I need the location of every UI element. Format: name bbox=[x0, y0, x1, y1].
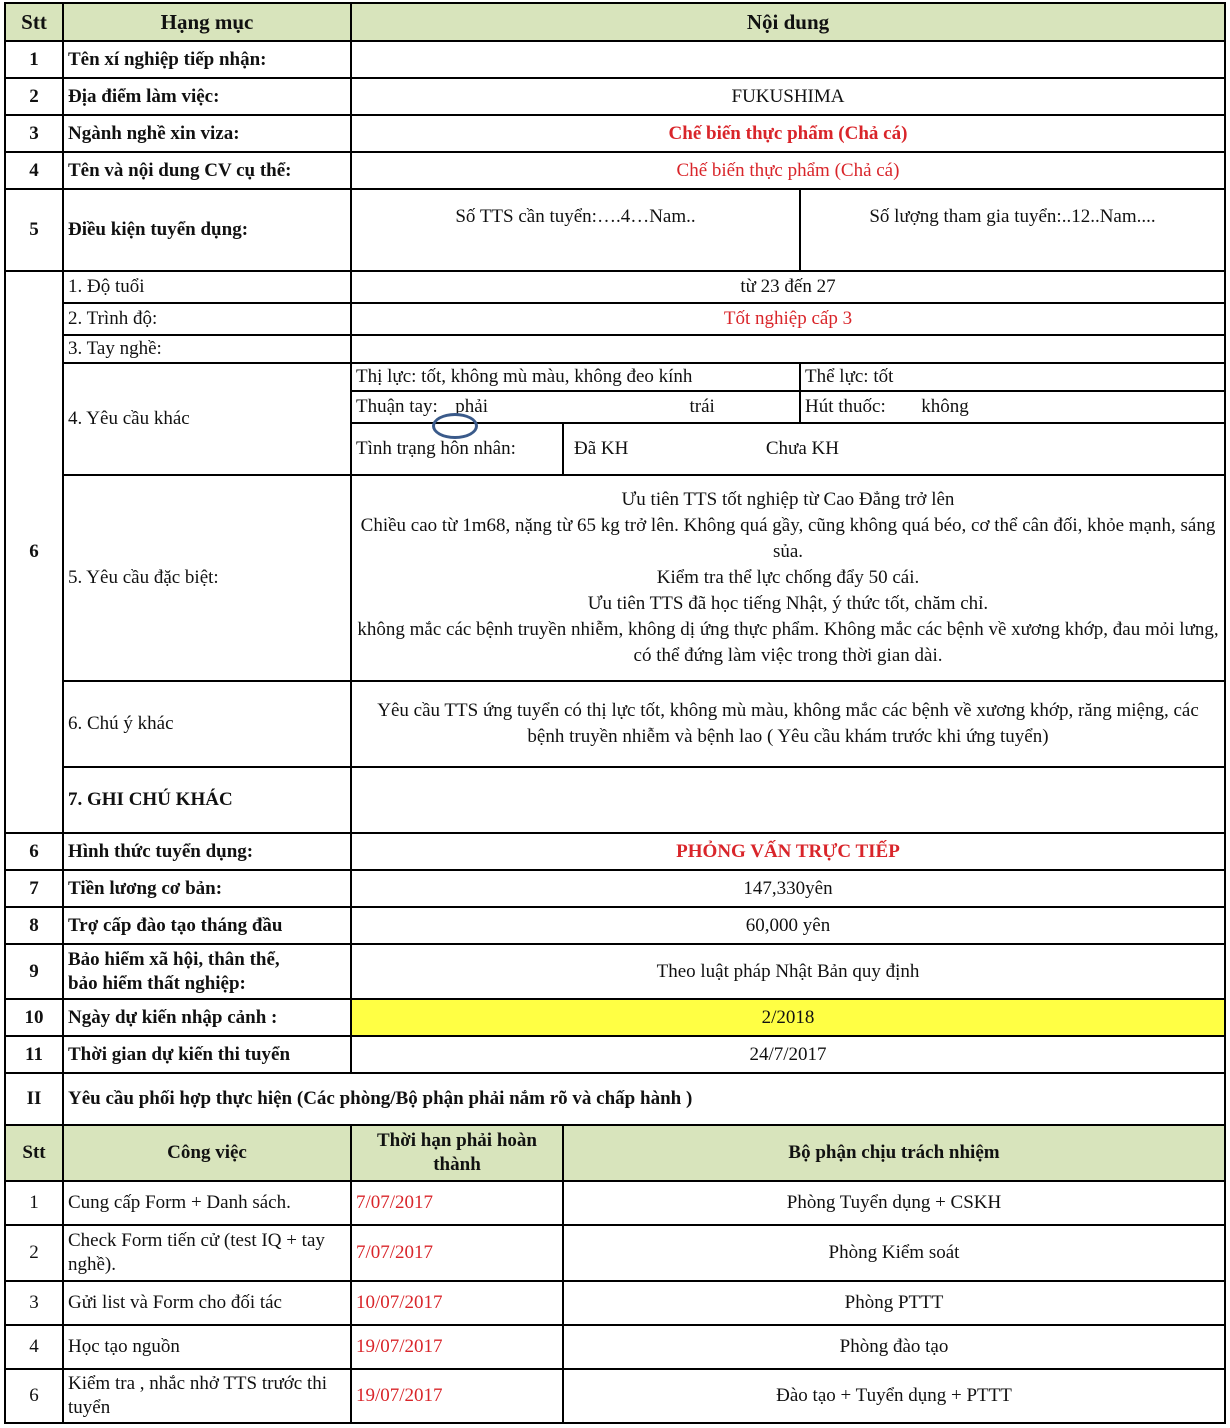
vision: Thị lực: tốt, không mù màu, không đeo kính bbox=[351, 363, 800, 391]
row-label: Trợ cấp đào tạo tháng đầu bbox=[63, 907, 351, 944]
row-label bbox=[63, 944, 351, 999]
task-row bbox=[5, 1369, 1225, 1423]
task-dept: Phòng Kiểm soát bbox=[563, 1225, 1225, 1281]
task-deadline: 10/07/2017 bbox=[351, 1281, 563, 1325]
row-value: Chế biến thực phẩm (Chả cá) bbox=[351, 152, 1225, 189]
single-option: Chưa KH bbox=[765, 438, 839, 459]
row-label: Tên và nội dung CV cụ thể: bbox=[63, 152, 351, 189]
row-value: Theo luật pháp Nhật Bản quy định bbox=[351, 944, 1225, 999]
row-stt: 6 bbox=[5, 833, 63, 870]
task-row bbox=[5, 1181, 1225, 1225]
task-name: Kiểm tra , nhắc nhở TTS trước thi tuyển bbox=[63, 1369, 351, 1423]
note-value: Yêu cầu TTS ứng tuyển có thị lực tốt, không mù màu, không mắc các bệnh về xương khớp, răng miệng, các bệnh truyền nhiễm và bệnh lao ( Yêu cầu khám trước khi ứng tuyển) bbox=[351, 681, 1225, 767]
task-name: Cung cấp Form + Danh sách. bbox=[63, 1181, 351, 1225]
handedness bbox=[351, 391, 800, 423]
recruitment-sheet bbox=[4, 2, 1226, 1424]
marital-options bbox=[563, 423, 1225, 475]
header-noi-dung: Nội dung bbox=[351, 3, 1225, 41]
row-label: Tiền lương cơ bản: bbox=[63, 870, 351, 907]
row-value: Chế biến thực phẩm (Chả cá) bbox=[351, 115, 1225, 152]
special-line: Kiểm tra thể lực chống đẩy 50 cái. bbox=[656, 567, 920, 588]
task-deadline: 7/07/2017 bbox=[351, 1181, 563, 1225]
row-label: Hình thức tuyển dụng: bbox=[63, 833, 351, 870]
row-label: Tên xí nghiệp tiếp nhận: bbox=[63, 41, 351, 78]
special-requirements bbox=[351, 475, 1225, 681]
insurance-label-line: Bảo hiểm xã hội, thân thể, bbox=[68, 948, 280, 970]
task-row bbox=[5, 1325, 1225, 1369]
task-deadline: 19/07/2017 bbox=[351, 1369, 563, 1423]
smoking bbox=[800, 391, 1225, 423]
task-stt: 3 bbox=[5, 1281, 63, 1325]
row-stt: 9 bbox=[5, 944, 63, 999]
task-deadline: 7/07/2017 bbox=[351, 1225, 563, 1281]
selection-circle-icon bbox=[432, 413, 478, 439]
task-dept: Phòng đào tạo bbox=[563, 1325, 1225, 1369]
tasks-header-dept: Bộ phận chịu trách nhiệm bbox=[563, 1125, 1225, 1181]
special-label: 5. Yêu cầu đặc biệt: bbox=[63, 475, 351, 681]
age-label: 1. Độ tuổi bbox=[63, 271, 351, 303]
section6-stt: 6 bbox=[5, 271, 63, 833]
other-req-label: 4. Yêu cầu khác bbox=[63, 363, 351, 475]
row-stt: 3 bbox=[5, 115, 63, 152]
header-hang-muc: Hạng mục bbox=[63, 3, 351, 41]
age-value: từ 23 đến 27 bbox=[351, 271, 1225, 303]
row-stt: 5 bbox=[5, 189, 63, 271]
row-stt: 7 bbox=[5, 870, 63, 907]
edu-value: Tốt nghiệp cấp 3 bbox=[351, 303, 1225, 335]
task-row bbox=[5, 1281, 1225, 1325]
special-line: không mắc các bệnh truyền nhiễm, không dị ứng thực phẩm. Không mắc các bệnh về xương khớp, đau mỏi lưng, có thể đứng làm việc trong thời gian dài. bbox=[357, 619, 1219, 666]
task-name: Check Form tiến cử (test IQ + tay nghề). bbox=[63, 1225, 351, 1281]
section2-title: Yêu cầu phối hợp thực hiện (Các phòng/Bộ phận phải nắm rõ và chấp hành ) bbox=[63, 1073, 1225, 1125]
row-stt: 11 bbox=[5, 1036, 63, 1073]
row-label: Điều kiện tuyển dụng: bbox=[63, 189, 351, 271]
task-dept: Đào tạo + Tuyển dụng + PTTT bbox=[563, 1369, 1225, 1423]
row-label: Địa điểm làm việc: bbox=[63, 78, 351, 115]
row-value: 147,330yên bbox=[351, 870, 1225, 907]
tts-needed: Số TTS cần tuyển:….4…Nam.. bbox=[351, 189, 800, 271]
hand-left: trái bbox=[689, 396, 715, 417]
task-stt: 2 bbox=[5, 1225, 63, 1281]
tasks-header-task: Công việc bbox=[63, 1125, 351, 1181]
other-note-label: 7. GHI CHÚ KHÁC bbox=[63, 767, 351, 833]
row-stt: 10 bbox=[5, 999, 63, 1036]
task-dept: Phòng PTTT bbox=[563, 1281, 1225, 1325]
special-line: Ưu tiên TTS đã học tiếng Nhật, ý thức tốt, chăm chỉ. bbox=[587, 593, 989, 614]
row-value: FUKUSHIMA bbox=[351, 78, 1225, 115]
task-name: Gửi list và Form cho đối tác bbox=[63, 1281, 351, 1325]
task-deadline: 19/07/2017 bbox=[351, 1325, 563, 1369]
main-table bbox=[4, 2, 1226, 1424]
marital-label: Tình trạng hôn nhân: bbox=[351, 423, 563, 475]
task-row bbox=[5, 1225, 1225, 1281]
row-value: 2/2018 bbox=[351, 999, 1225, 1036]
section2-stt: II bbox=[5, 1073, 63, 1125]
row-value: 60,000 yên bbox=[351, 907, 1225, 944]
task-name: Học tạo nguồn bbox=[63, 1325, 351, 1369]
row-label: Ngành nghề xin viza: bbox=[63, 115, 351, 152]
task-stt: 6 bbox=[5, 1369, 63, 1423]
tts-participants: Số lượng tham gia tuyển:..12..Nam.... bbox=[800, 189, 1225, 271]
physique: Thể lực: tốt bbox=[800, 363, 1225, 391]
row-stt: 2 bbox=[5, 78, 63, 115]
row-value: 24/7/2017 bbox=[351, 1036, 1225, 1073]
edu-label: 2. Trình độ: bbox=[63, 303, 351, 335]
skill-value bbox=[351, 335, 1225, 363]
married-option: Đã KH bbox=[574, 438, 629, 459]
smoke-label: Hút thuốc: bbox=[805, 396, 886, 417]
tasks-header-deadline: Thời hạn phải hoàn thành bbox=[351, 1125, 563, 1181]
row-label: Ngày dự kiến nhập cảnh : bbox=[63, 999, 351, 1036]
special-line: Ưu tiên TTS tốt nghiệp từ Cao Đẳng trở lên bbox=[621, 489, 955, 510]
smoke-value: không bbox=[921, 396, 969, 417]
row-stt: 8 bbox=[5, 907, 63, 944]
row-label: Thời gian dự kiến thi tuyển bbox=[63, 1036, 351, 1073]
row-stt: 4 bbox=[5, 152, 63, 189]
note-label: 6. Chú ý khác bbox=[63, 681, 351, 767]
special-line: Chiều cao từ 1m68, nặng từ 65 kg trở lên. Không quá gầy, cũng không quá béo, cơ thể cân đối, khỏe mạnh, sáng sủa. bbox=[360, 515, 1216, 562]
header-stt: Stt bbox=[5, 3, 63, 41]
hand-label: Thuận tay: bbox=[356, 396, 438, 417]
insurance-label-line: bảo hiểm thất nghiệp: bbox=[68, 972, 246, 994]
other-note-value bbox=[351, 767, 1225, 833]
task-stt: 1 bbox=[5, 1181, 63, 1225]
task-stt: 4 bbox=[5, 1325, 63, 1369]
row-value: PHỎNG VẤN TRỰC TIẾP bbox=[351, 833, 1225, 870]
tasks-header-stt: Stt bbox=[5, 1125, 63, 1181]
skill-label: 3. Tay nghề: bbox=[63, 335, 351, 363]
task-dept: Phòng Tuyển dụng + CSKH bbox=[563, 1181, 1225, 1225]
hand-right: phải bbox=[455, 396, 488, 417]
row-value bbox=[351, 41, 1225, 78]
row-stt: 1 bbox=[5, 41, 63, 78]
